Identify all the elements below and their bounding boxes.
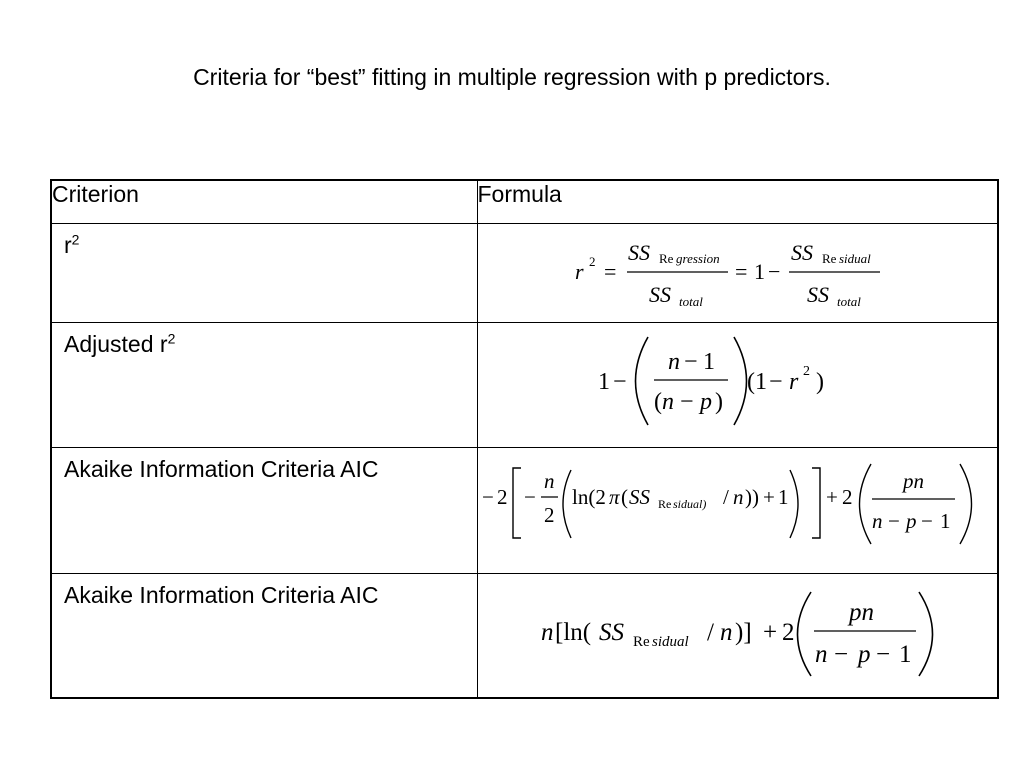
f1-ss-den2: SS [806,281,829,307]
f2-exp: 2 [802,363,810,379]
f3-slash: / [722,484,729,509]
f4-plus: + [762,618,777,646]
f4-den-n: n [814,640,827,668]
formula-cell [477,573,998,698]
f1-total2: total [836,293,861,309]
f4-re: Re [632,633,650,650]
f3-frac-two: 2 [543,502,554,527]
f3-plus2: + [825,484,838,509]
aic-formula-1 [478,448,997,571]
f4-close: )] [734,618,752,646]
criterion-label: Akaike Information Criteria AIC [64,455,379,482]
criterion-cell [51,447,477,573]
f3-two2: 2 [841,484,852,509]
f3-den-n: n [871,508,882,533]
f2-num-n: n [667,348,680,375]
f4-two: 2 [781,618,794,646]
f1-minus: − [767,258,780,284]
f3-paren-left [563,470,571,538]
f4-den-one: 1 [898,640,911,668]
f2-minus: − [612,368,627,395]
f3-den-minus2: − [920,508,933,533]
table-row [51,322,998,447]
f3-n2: n [732,484,743,509]
f2-one: 1 [597,368,610,395]
f3-plus: + [762,484,775,509]
f3-re: Re [657,496,671,511]
f2-big-paren-left [635,337,648,425]
f3-pn: pn [902,468,924,493]
table-row [51,573,998,698]
f4-den-minus2: − [875,640,890,668]
f4-slash: / [706,618,714,646]
header-formula: Formula [477,180,998,223]
f4-pn: pn [848,598,874,626]
f3-open: ( [620,484,628,509]
f3-den-p: p [905,508,916,533]
f3-one: 1 [777,484,788,509]
table-header-row [51,180,998,223]
criteria-table [50,179,999,699]
f3-bigparen-right [960,464,972,544]
f4-bigparen-right [919,592,933,676]
f2-minus2: − [768,368,783,395]
f2-open: ( [746,368,755,395]
f4-n2: n [719,618,732,646]
r-squared-formula [478,224,997,320]
table-row [51,447,998,573]
f3-bigparen-left [859,464,871,544]
f1-ss-den1: SS [648,281,671,307]
f1-ss-num2: SS [790,239,813,265]
f1-eq2: = [734,258,747,284]
f3-paren-right [790,470,798,538]
f3-minus: − [481,484,494,509]
f3-bracket-left [513,468,521,538]
f3-two: 2 [496,484,507,509]
criterion-cell [51,573,477,698]
f4-n: n [540,618,553,646]
f2-den-close: ) [714,388,723,415]
f4-ln: [ln( [554,618,591,646]
f2-den-n: n [661,388,674,415]
f3-minus2: − [523,484,536,509]
f2-den-p: p [699,388,712,415]
adjusted-r-squared-formula [478,323,997,445]
criterion-cell [51,223,477,322]
f2-close: ) [815,368,824,395]
f1-r: r [574,258,584,284]
f2-den-open: ( [653,388,662,415]
f4-ss: SS [598,618,624,646]
table-row [51,223,998,322]
criterion-label: Akaike Information Criteria AIC [64,581,379,608]
f4-bigparen-left [797,592,811,676]
f3-sub: sidual) [672,496,706,511]
f1-total1: total [678,293,703,309]
f3-den-minus: − [887,508,900,533]
f1-eq1: = [603,258,616,284]
f1-one: 1 [753,258,765,284]
f3-ss: SS [628,484,650,509]
f3-closes: )) [744,484,759,509]
f1-sub1: gression [675,250,720,266]
f3-frac-n: n [543,468,554,493]
formula-cell [477,322,998,447]
formula-cell [477,447,998,573]
criterion-label: r [64,231,72,258]
aic-formula-2 [478,574,997,696]
f4-sub: sidual [651,633,689,650]
f2-r: r [788,368,798,395]
f2-num-one: 1 [702,348,715,375]
page-title: Criteria for “best” fitting in multiple regression with p predictors. [193,64,831,90]
f3-pi: π [608,484,620,509]
f3-den-one: 1 [939,508,950,533]
f1-re1: Re [658,250,673,266]
f2-num-minus: − [683,348,698,375]
f4-den-minus: − [833,640,848,668]
f2-one2: 1 [754,368,767,395]
criterion-superscript: 2 [71,230,80,247]
f3-ln: ln(2 [571,484,606,509]
formula-cell [477,223,998,322]
criterion-superscript: 2 [167,329,176,346]
criterion-label: Adjusted r [64,330,168,357]
f1-sub2: sidual [838,250,871,266]
f3-bracket-right [812,468,820,538]
f1-ss-num1: SS [627,239,650,265]
f1-re2: Re [821,250,836,266]
f4-den-p: p [857,640,870,668]
f1-exp: 2 [588,253,595,269]
f2-big-paren-right [734,337,747,425]
f2-den-minus: − [679,388,694,415]
criterion-cell [51,322,477,447]
header-criterion: Criterion [51,180,477,223]
